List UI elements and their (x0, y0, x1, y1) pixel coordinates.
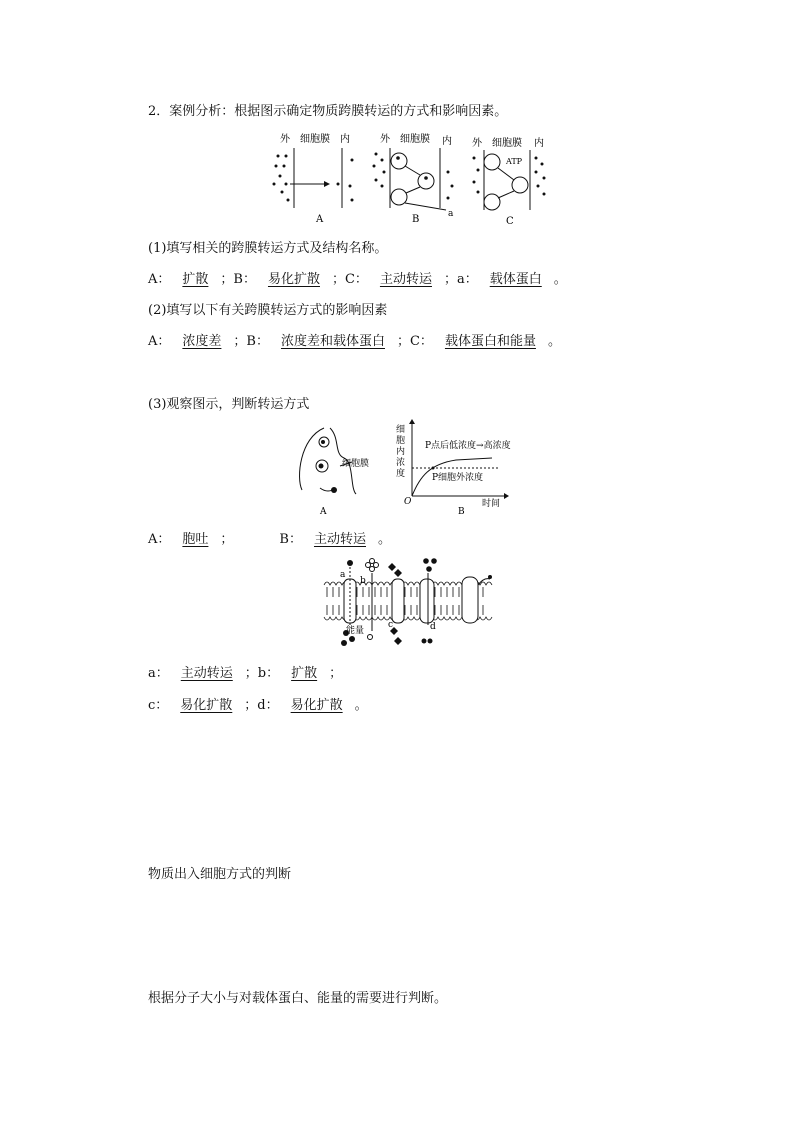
question-title: 2．案例分析：根据图示确定物质跨膜转运的方式和影响因素。 (148, 104, 508, 119)
svg-text:浓: 浓 (396, 458, 406, 468)
factor-b-blank: 浓度差和载体蛋白 (280, 334, 385, 349)
part2-answers: A： 浓度差 ；B： 浓度差和载体蛋白 ；C： 载体蛋白和能量 。 (148, 334, 561, 349)
part1-title: (1)填写相关的跨膜转运方式及结构名称。 (148, 241, 388, 256)
fig2-x-label: 时间 (482, 499, 501, 509)
answer-exocytosis-blank: 胞吐 (182, 532, 209, 547)
svg-text:细胞膜: 细胞膜 (492, 138, 522, 149)
answer-small-a-blank: 载体蛋白 (489, 272, 542, 287)
part2-title: (2)填写以下有关跨膜转运方式的影响因素 (148, 303, 388, 318)
membrane-protein-figure (322, 555, 497, 654)
fig3-energy-label: 能量 (346, 626, 365, 636)
factor-a-blank: 浓度差 (182, 334, 222, 349)
fig1-out-label: 外 (280, 134, 290, 145)
svg-text:度: 度 (396, 469, 406, 479)
svg-text:外: 外 (380, 134, 390, 145)
section-heading: 物质出入细胞方式的判断 (148, 867, 292, 882)
fig1-label-b: B (412, 214, 420, 225)
part3-title: (3)观察图示，判断转运方式 (148, 397, 310, 412)
svg-text:细: 细 (396, 425, 406, 435)
fig2-membrane-label: 细胞膜 (342, 459, 370, 469)
fig1-in-label: 内 (340, 134, 350, 145)
fig2-label-a: A (320, 507, 327, 517)
answer-fig3-a-blank: 主动转运 (180, 666, 233, 681)
answer-a-blank: 扩散 (182, 272, 209, 287)
fig3-label-a: a (340, 570, 346, 580)
answer-fig3-d-blank: 易化扩散 (290, 698, 343, 713)
fig2-origin: O (404, 497, 412, 507)
answer-b-blank: 易化扩散 (267, 272, 320, 287)
factor-c-blank: 载体蛋白和能量 (444, 334, 536, 349)
fig1-membrane-label: 细胞膜 (300, 134, 330, 145)
answer-fig3-b-blank: 扩散 (291, 666, 318, 681)
fig1-label-c: C (506, 216, 514, 227)
part1-answers: A： 扩散 ；B： 易化扩散 ；C： 主动转运 ；a： 载体蛋白 。 (148, 272, 567, 287)
svg-text:细胞膜: 细胞膜 (400, 134, 430, 145)
fig1-label-a: A (316, 214, 324, 225)
fig3-label-c: c (388, 620, 394, 630)
part3-answers: A： 胞吐 ； B： 主动转运 。 (148, 532, 392, 547)
answer-c-blank: 主动转运 (379, 272, 432, 287)
svg-text:内: 内 (442, 136, 452, 147)
fig2-label-b: B (458, 507, 465, 517)
svg-text:外: 外 (472, 138, 482, 149)
transport-figure-abc (262, 130, 562, 234)
fig3-label-b: b (360, 576, 366, 586)
svg-text:内: 内 (534, 138, 544, 149)
svg-text:胞: 胞 (396, 436, 406, 446)
fig2-note2: P细胞外浓度 (432, 473, 484, 483)
part4-answers-row1: a： 主动转运 ；b： 扩散 ； (148, 666, 343, 681)
svg-text:内: 内 (396, 447, 406, 457)
answer-fig3-c-blank: 易化扩散 (180, 698, 233, 713)
fig2-note1: P点后低浓度→高浓度 (425, 441, 511, 451)
fig3-label-d: d (430, 622, 436, 632)
exocytosis-and-graph-figure (290, 418, 540, 522)
answer-active-blank: 主动转运 (313, 532, 366, 547)
section-body: 根据分子大小与对载体蛋白、能量的需要进行判断。 (148, 991, 448, 1006)
fig1-label-small-a: a (448, 209, 454, 219)
fig1-atp-label: ATP (506, 157, 523, 166)
part4-answers-row2: c： 易化扩散 ；d： 易化扩散 。 (148, 698, 368, 713)
